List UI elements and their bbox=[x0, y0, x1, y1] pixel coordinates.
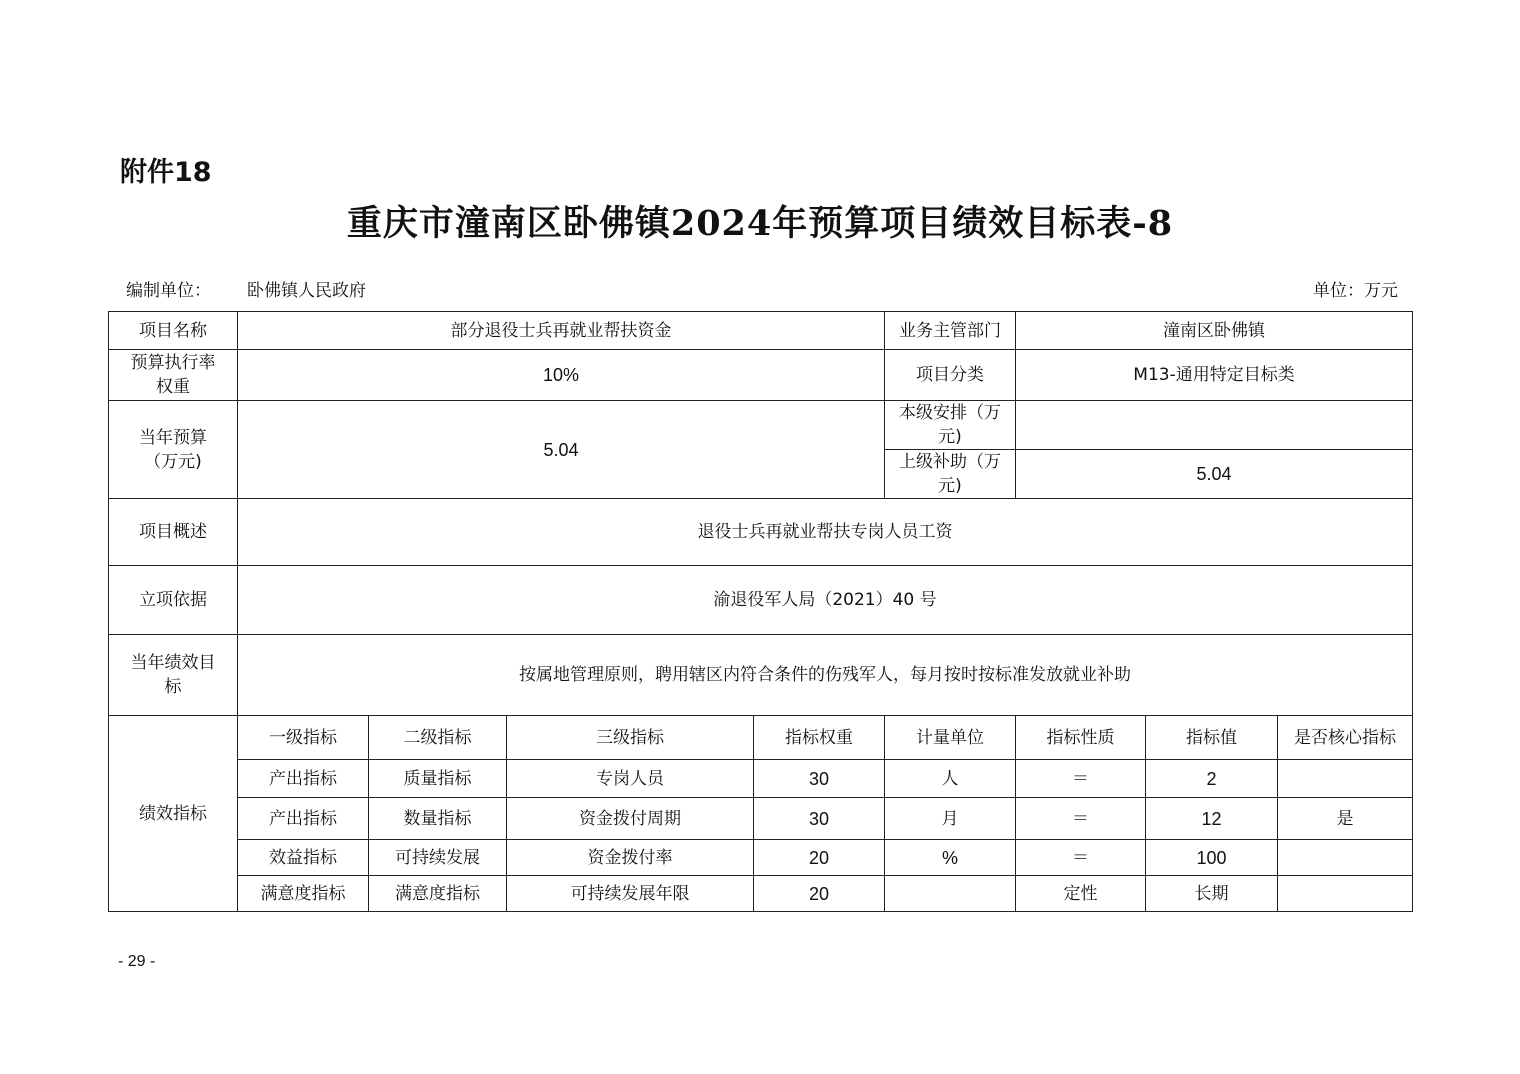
category-label: 项目分类 bbox=[885, 350, 1016, 401]
cell-level3: 资金拨付率 bbox=[507, 840, 754, 876]
cell-core: 是 bbox=[1278, 798, 1413, 840]
cell-level3: 可持续发展年限 bbox=[507, 876, 754, 912]
basis-value: 渝退役军人局（2021）40 号 bbox=[238, 566, 1413, 635]
cell-level2: 数量指标 bbox=[369, 798, 507, 840]
cell-weight: 30 bbox=[754, 760, 885, 798]
cell-weight: 30 bbox=[754, 798, 885, 840]
row-project-name bbox=[109, 312, 1413, 350]
compiling-unit-value: 卧佛镇人民政府 bbox=[247, 281, 366, 301]
category-value: M13-通用特定目标类 bbox=[1016, 350, 1413, 401]
cell-level3: 资金拨付周期 bbox=[507, 798, 754, 840]
cell-value: 100 bbox=[1146, 840, 1278, 876]
currency-unit: 单位：万元 bbox=[1313, 281, 1398, 301]
indicators-label: 绩效指标 bbox=[109, 716, 238, 912]
header-level2: 二级指标 bbox=[369, 716, 507, 760]
budget-value: 5.04 bbox=[238, 401, 885, 499]
header-unit: 计量单位 bbox=[885, 716, 1016, 760]
performance-table bbox=[108, 311, 1413, 912]
local-label: 本级安排（万元) bbox=[885, 401, 1016, 450]
row-budget bbox=[109, 401, 1413, 450]
row-goal bbox=[109, 635, 1413, 716]
table-row bbox=[109, 840, 1413, 876]
cell-unit bbox=[885, 876, 1016, 912]
cell-unit: 月 bbox=[885, 798, 1016, 840]
header-level3: 三级指标 bbox=[507, 716, 754, 760]
upper-value: 5.04 bbox=[1016, 450, 1413, 499]
cell-level2: 满意度指标 bbox=[369, 876, 507, 912]
cell-level1: 产出指标 bbox=[238, 760, 369, 798]
table-row bbox=[109, 798, 1413, 840]
basis-label: 立项依据 bbox=[109, 566, 238, 635]
cell-level1: 产出指标 bbox=[238, 798, 369, 840]
cell-nature: 定性 bbox=[1016, 876, 1146, 912]
upper-label: 上级补助（万元) bbox=[885, 450, 1016, 499]
cell-nature: ＝ bbox=[1016, 760, 1146, 798]
header-core: 是否核心指标 bbox=[1278, 716, 1413, 760]
goal-value: 按属地管理原则，聘用辖区内符合条件的伤残军人，每月按时按标准发放就业补助 bbox=[238, 635, 1413, 716]
cell-nature: ＝ bbox=[1016, 798, 1146, 840]
table-row bbox=[109, 876, 1413, 912]
row-basis bbox=[109, 566, 1413, 635]
cell-level2: 可持续发展 bbox=[369, 840, 507, 876]
row-overview bbox=[109, 499, 1413, 566]
cell-weight: 20 bbox=[754, 876, 885, 912]
cell-level1: 效益指标 bbox=[238, 840, 369, 876]
cell-core bbox=[1278, 760, 1413, 798]
cell-level1: 满意度指标 bbox=[238, 876, 369, 912]
exec-weight-value: 10% bbox=[238, 350, 885, 401]
cell-value: 长期 bbox=[1146, 876, 1278, 912]
header-weight: 指标权重 bbox=[754, 716, 885, 760]
overview-label: 项目概述 bbox=[109, 499, 238, 566]
header-nature: 指标性质 bbox=[1016, 716, 1146, 760]
cell-core bbox=[1278, 876, 1413, 912]
budget-label: 当年预算（万元) bbox=[109, 401, 238, 499]
table-row bbox=[109, 760, 1413, 798]
compiling-unit bbox=[126, 276, 366, 301]
page-number: - 29 - bbox=[118, 953, 156, 970]
local-value bbox=[1016, 401, 1413, 450]
document-title: 重庆市潼南区卧佛镇2024年预算项目绩效目标表-8 bbox=[346, 203, 1174, 244]
header-level1: 一级指标 bbox=[238, 716, 369, 760]
compiling-unit-label: 编制单位： bbox=[126, 281, 211, 301]
exec-weight-label: 预算执行率权重 bbox=[109, 350, 238, 401]
cell-nature: ＝ bbox=[1016, 840, 1146, 876]
project-name-value: 部分退役士兵再就业帮扶资金 bbox=[238, 312, 885, 350]
goal-label: 当年绩效目标 bbox=[109, 635, 238, 716]
dept-label: 业务主管部门 bbox=[885, 312, 1016, 350]
cell-core bbox=[1278, 840, 1413, 876]
cell-weight: 20 bbox=[754, 840, 885, 876]
dept-value: 潼南区卧佛镇 bbox=[1016, 312, 1413, 350]
cell-unit: % bbox=[885, 840, 1016, 876]
cell-level3: 专岗人员 bbox=[507, 760, 754, 798]
cell-unit: 人 bbox=[885, 760, 1016, 798]
indicator-header-row bbox=[109, 716, 1413, 760]
header-value: 指标值 bbox=[1146, 716, 1278, 760]
overview-value: 退役士兵再就业帮扶专岗人员工资 bbox=[238, 499, 1413, 566]
attachment-label: 附件18 bbox=[120, 157, 212, 188]
cell-level2: 质量指标 bbox=[369, 760, 507, 798]
cell-value: 12 bbox=[1146, 798, 1278, 840]
cell-value: 2 bbox=[1146, 760, 1278, 798]
row-exec-weight bbox=[109, 350, 1413, 401]
project-name-label: 项目名称 bbox=[109, 312, 238, 350]
